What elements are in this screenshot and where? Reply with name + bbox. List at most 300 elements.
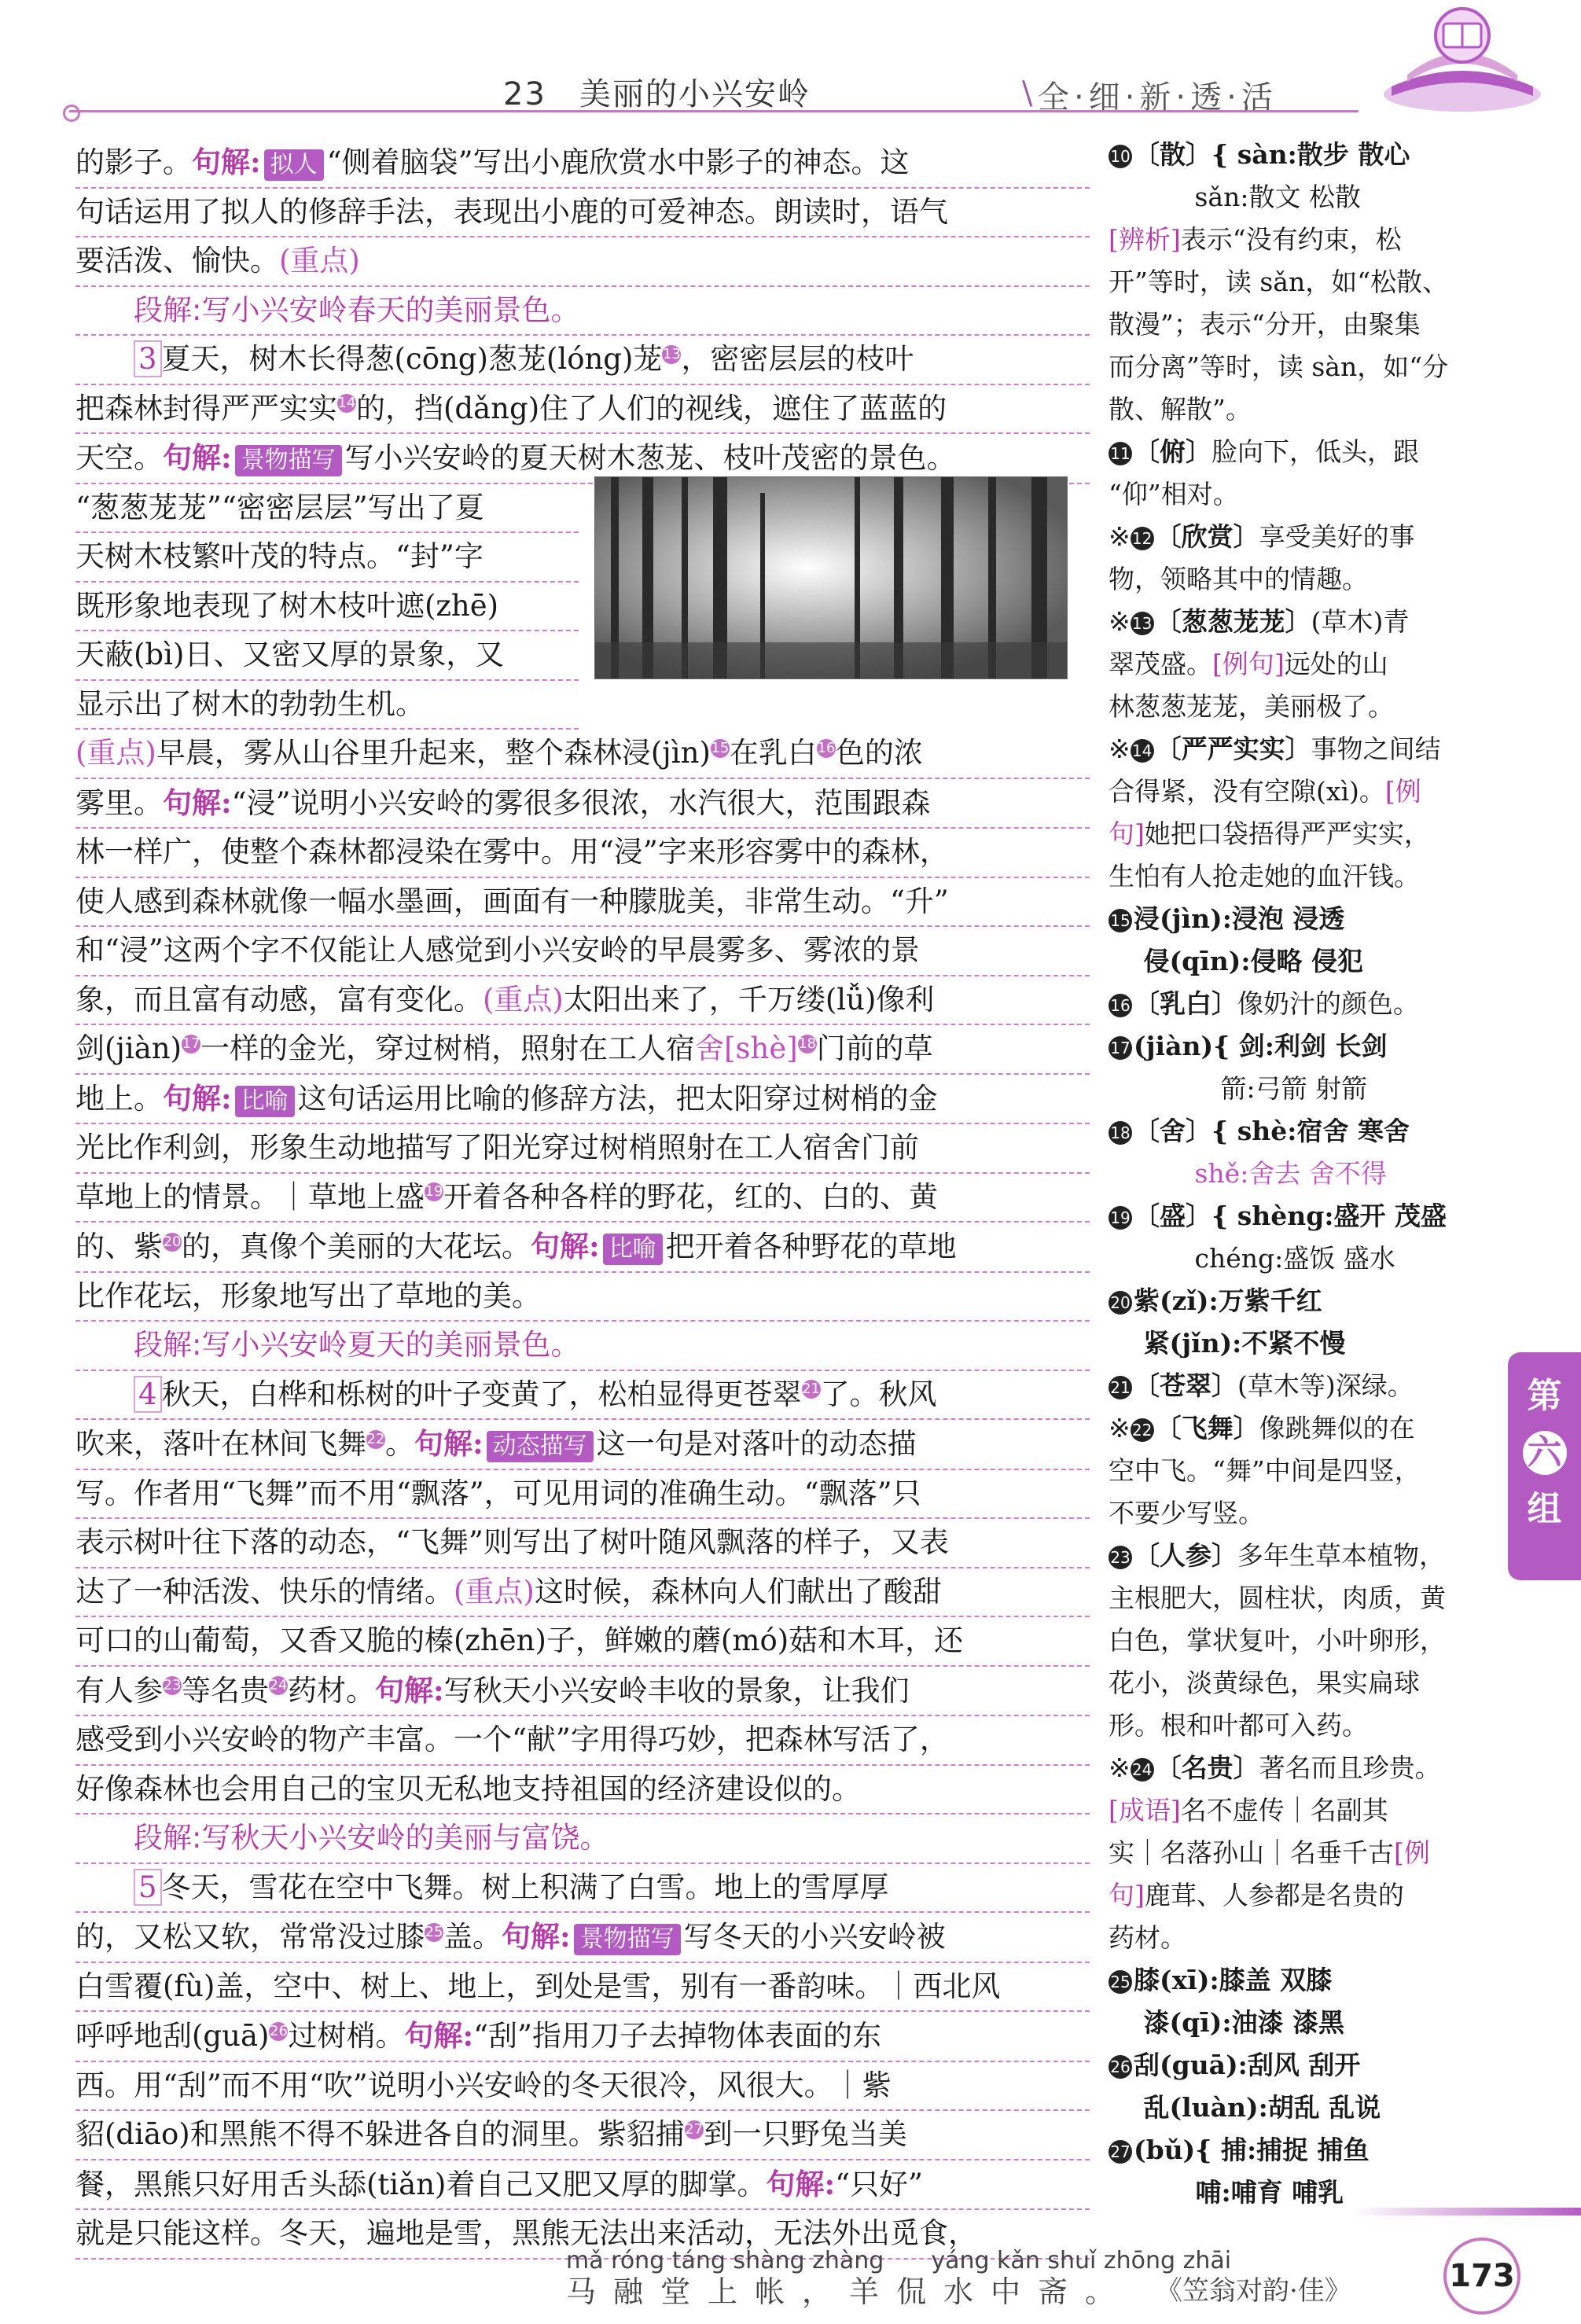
text-segment: 句解: [163, 785, 232, 820]
text-line [75, 976, 1090, 1026]
text-line [75, 1273, 1090, 1322]
gloss-line [1109, 1237, 1478, 1280]
text-line [75, 631, 579, 681]
text-segment: ※ [1109, 606, 1131, 637]
text-segment: 句解: [766, 2166, 836, 2201]
text-segment: 〔俯〕 [1134, 436, 1211, 467]
text-segment: 盖。 [443, 1920, 502, 1954]
note-number: 16 [1109, 994, 1132, 1017]
text-segment: [例 [1384, 776, 1421, 807]
text-line [75, 237, 1090, 287]
text-segment: 药材。 [1109, 1922, 1186, 1953]
text-segment: 夏天，树木长得葱(cōng)葱茏(lóng)茏 [161, 342, 663, 376]
text-segment: 形。根和叶都可入药。 [1109, 1710, 1368, 1741]
text-segment: 天树木枝繁叶茂的特点。“封”字 [75, 539, 483, 573]
text-segment: 刮(guā):刮风 刮开 [1134, 2050, 1361, 2080]
text-segment: 散漫”；表示“分开，由聚集 [1109, 309, 1421, 340]
text-segment: 句] [1109, 818, 1145, 849]
gloss-line [1109, 2087, 1478, 2129]
gloss-line [1109, 1492, 1478, 1535]
note-number: 18 [1109, 1121, 1132, 1145]
text-segment: 貂(diāo)和黑熊不得不躲进各自的洞里。紫貂捕 [75, 2117, 685, 2151]
text-segment: 5 [134, 1869, 162, 1906]
text-segment: 餐，黑熊只好用舌头舔(tiǎn)着自己又肥又厚的脚掌。 [75, 2167, 767, 2201]
gloss-column [1109, 134, 1478, 2214]
text-line [75, 1815, 1090, 1864]
gloss-line [1109, 1365, 1478, 1407]
figure-tag: 动态描写 [487, 1431, 594, 1462]
text-segment: (重点) [454, 1574, 535, 1609]
forest-photo [594, 476, 1068, 679]
text-segment: 〔乳白〕 [1134, 988, 1237, 1019]
text-segment: “只好” [835, 2167, 923, 2201]
text-segment: 哺:哺育 哺乳 [1109, 2177, 1344, 2208]
text-segment: 显示出了树木的勃勃生机。 [75, 686, 425, 721]
text-segment: 〔盛〕{ shèng:盛开 茂盛 [1134, 1201, 1447, 1231]
text-segment: 脸向下，低头，跟 [1211, 436, 1419, 467]
gloss-line [1109, 1322, 1478, 1365]
gloss-line [1109, 1025, 1478, 1068]
note-number: 24 [1131, 1758, 1154, 1782]
text-segment: 的，真像个美丽的大花坛。 [182, 1230, 531, 1263]
text-segment: 侵(qīn):侵略 侵犯 [1109, 946, 1363, 976]
note-number: 19 [1109, 1206, 1132, 1230]
footnote-marker: 19 [425, 1183, 443, 1201]
text-line [75, 287, 1090, 336]
text-segment: 合得紧，没有空隙(xì)。 [1109, 776, 1385, 807]
text-line [75, 1617, 1090, 1667]
text-segment: 段解:写小兴安岭夏天的美丽景色。 [134, 1328, 580, 1362]
text-segment: chéng:盛饭 盛水 [1109, 1243, 1395, 1274]
text-segment: 远处的山 [1284, 649, 1388, 679]
gloss-line [1109, 2002, 1478, 2044]
text-segment: 冬天，雪花在空中飞舞。树上积满了白雪。地上的雪厚厚 [161, 1870, 889, 1904]
text-segment: 写冬天的小兴安岭被 [683, 1920, 946, 1954]
text-segment: 写小兴安岭的夏天树木葱茏、枝叶茂密的景色。 [344, 441, 956, 475]
footer-rule [1352, 2208, 1581, 2216]
text-segment: 段解:写秋天小兴安岭的美丽与富饶。 [134, 1821, 609, 1855]
text-segment: 句话运用了拟人的修辞手法，表现出小鹿的可爱神态。朗读时，语气 [75, 194, 948, 229]
header-rule-dot [63, 105, 80, 122]
text-segment: 〔葱葱茏茏〕 [1155, 606, 1311, 637]
footnote-marker: 21 [802, 1381, 820, 1398]
text-segment: 光比作利剑，形象生动地描写了阳光穿过树梢照射在工人宿舍门前 [75, 1131, 919, 1164]
text-segment: 开”等时，读 sǎn，如“松散、 [1109, 267, 1449, 297]
text-line [75, 385, 1090, 435]
text-segment: 林一样广，使整个森林都浸染在雾中。用“浸”字来形容雾中的森林， [75, 835, 949, 869]
footnote-marker: 17 [182, 1035, 200, 1052]
text-segment: 呼呼地刮(guā) [75, 2019, 270, 2053]
text-segment: 早晨，雾从山谷里升起来，整个森林浸(jìn) [156, 736, 711, 770]
text-segment: 〔人参〕 [1134, 1540, 1237, 1571]
gloss-line [1109, 728, 1478, 770]
gloss-line [1109, 558, 1478, 601]
gloss-line [1109, 940, 1478, 983]
text-segment: 紫(zǐ):万紫千红 [1134, 1285, 1322, 1316]
text-segment: 4 [134, 1376, 162, 1413]
note-number: 13 [1131, 612, 1154, 635]
text-segment: 草地上的情景。｜草地上盛 [75, 1179, 425, 1214]
gloss-line [1109, 1407, 1478, 1450]
footnote-marker: 15 [711, 739, 730, 756]
text-segment: 空中飞。“舞”中间是四竖， [1109, 1455, 1421, 1486]
slogan-mark: \ [1022, 75, 1033, 112]
note-number: 17 [1109, 1036, 1132, 1060]
text-segment: 剑(jiàn) [75, 1031, 182, 1065]
group-tab-char: 六 [1523, 1431, 1567, 1475]
text-segment: 到一只野兔当美 [703, 2117, 907, 2151]
text-segment: 天蔽(bì)日、又密又厚的景象，又 [75, 638, 505, 671]
gloss-line [1109, 303, 1478, 346]
text-line [75, 1322, 1090, 1371]
text-segment: “葱葱茏茏”“密密层层”写出了夏 [75, 490, 484, 524]
note-number: 22 [1131, 1418, 1154, 1442]
text-segment: 〔欣赏〕 [1155, 521, 1259, 552]
note-number: 21 [1109, 1376, 1132, 1399]
text-segment: 色的浓 [835, 736, 923, 770]
group-tab-char: 组 [1527, 1489, 1562, 1529]
text-segment: 雾里。 [75, 785, 163, 820]
figure-tag: 比喻 [603, 1234, 663, 1265]
text-segment: 鹿茸、人参都是名贵的 [1144, 1880, 1404, 1910]
text-segment: 像跳舞似的在 [1259, 1413, 1415, 1443]
text-segment: 的、紫 [75, 1230, 163, 1263]
couplet-text: 马融堂上帐，羊侃水中斋。 [566, 2274, 1133, 2309]
text-line [75, 927, 1090, 976]
note-number: 14 [1131, 739, 1154, 763]
text-segment: 门前的草 [816, 1031, 933, 1065]
text-segment: 写。作者用“飞舞”而不用“飘落”，可见用词的准确生动。“飘落”只 [75, 1476, 921, 1510]
text-segment: (草木)青 [1311, 606, 1410, 637]
text-segment: 表示“没有约束，松 [1180, 224, 1402, 255]
footnote-marker: 14 [337, 395, 356, 412]
gloss-line [1109, 1832, 1478, 1874]
text-segment: (jiàn){ 剑:利剑 长剑 [1134, 1031, 1388, 1061]
text-segment: 把开着各种野花的草地 [665, 1230, 957, 1263]
text-segment: 感受到小兴安岭的物产丰富。一个“献”字用得巧妙，把森林写活了， [75, 1723, 949, 1756]
text-segment: 的，挡(dǎng)住了人们的视线，遮住了蓝蓝的 [356, 391, 947, 425]
text-segment: [成语] [1109, 1795, 1181, 1826]
text-line [75, 2160, 1090, 2211]
text-segment: 这句话运用比喻的修辞方法，把太阳穿过树梢的金 [297, 1081, 938, 1116]
text-segment: [例 [1394, 1837, 1430, 1868]
note-number: 26 [1109, 2055, 1132, 2079]
text-segment: 把森林封得严严实实 [75, 391, 337, 425]
text-segment: [例句] [1212, 649, 1285, 679]
text-line [75, 2012, 1090, 2062]
text-segment: (重点) [483, 982, 564, 1017]
text-line [75, 583, 579, 632]
text-segment: 花小，淡黄绿色，果实扁球 [1109, 1668, 1420, 1698]
text-line [75, 336, 1090, 385]
text-line [75, 1420, 1090, 1470]
text-line [75, 1716, 1090, 1766]
text-segment: 漆(qī):油漆 漆黑 [1109, 2007, 1344, 2038]
text-line [75, 1864, 1090, 1914]
text-segment: “侧着脑袋”写出小鹿欣赏水中影子的神态。这 [326, 145, 910, 179]
note-number: 27 [1109, 2140, 1132, 2164]
text-segment: ※ [1109, 734, 1131, 764]
page-number: 173 [1443, 2238, 1520, 2315]
text-segment: 天空。 [75, 441, 163, 475]
text-segment: 就是只能这样。冬天，遍地是雪，黑熊无法出来活动，无法外出觅食， [75, 2216, 977, 2250]
text-segment: 开着各种各样的野花，红的、白的、黄 [443, 1179, 938, 1214]
text-segment: 句解: [163, 440, 232, 475]
text-segment: 写秋天小兴安岭丰收的景象，让我们 [443, 1673, 910, 1708]
main-text-column [75, 138, 1090, 2260]
text-line [75, 1470, 1090, 1520]
text-segment: 享受美好的事 [1259, 521, 1415, 552]
text-segment: 太阳出来了，千万缕(lǚ)像利 [563, 982, 935, 1017]
footnote-marker: 25 [425, 1923, 443, 1940]
footnote-marker: 26 [270, 2022, 288, 2039]
text-segment: 名不虚传｜名副其 [1180, 1795, 1388, 1826]
gloss-line [1109, 1747, 1478, 1789]
gloss-line [1109, 1704, 1478, 1747]
text-segment: 这时候，森林向人们献出了酸甜 [534, 1574, 942, 1609]
text-segment: 翠茂盛。 [1109, 649, 1212, 679]
text-segment: 药材。 [288, 1673, 375, 1708]
text-segment: 实｜名落孙山｜名垂千古 [1109, 1837, 1394, 1868]
text-line [75, 1963, 1090, 2013]
text-segment: 吹来，落叶在林间飞舞 [75, 1427, 366, 1461]
gloss-line [1109, 516, 1478, 558]
text-segment: 句解: [531, 1229, 600, 1263]
text-segment: 了。秋风 [820, 1377, 937, 1411]
text-segment: 〔严严实实〕 [1155, 734, 1311, 764]
gloss-line [1109, 1535, 1478, 1577]
text-segment: 〔苍翠〕 [1134, 1370, 1237, 1401]
gloss-line [1109, 983, 1478, 1025]
text-line [75, 1174, 1090, 1223]
text-line [75, 1667, 1090, 1717]
footnote-marker: 27 [685, 2120, 704, 2138]
text-segment: 使人感到森林就像一幅水墨画，画面有一种朦胧美，非常生动。“升” [75, 884, 949, 918]
text-line [75, 138, 1090, 189]
text-line [75, 779, 1090, 829]
text-line [75, 189, 1090, 238]
text-segment: 浸(jìn):浸泡 浸透 [1134, 903, 1345, 934]
group-tab [1508, 1352, 1581, 1580]
gloss-line [1109, 1789, 1478, 1832]
text-segment: 乱(luàn):胡乱 乱说 [1109, 2092, 1381, 2123]
footnote-marker: 23 [163, 1677, 182, 1694]
gloss-line [1109, 813, 1478, 855]
text-segment: 句解: [192, 145, 261, 179]
text-segment: 不要少写竖。 [1109, 1498, 1264, 1528]
gloss-line [1109, 2044, 1478, 2087]
text-segment: 达了一种活泼、快乐的情绪。 [75, 1574, 454, 1609]
text-line [75, 878, 1090, 928]
footnote-marker: 24 [269, 1677, 288, 1694]
text-segment: “仰”相对。 [1109, 479, 1239, 509]
text-line [75, 1568, 1090, 1618]
text-line [75, 1025, 1090, 1075]
text-line [75, 1371, 1090, 1421]
text-segment: (bǔ){ 捕:捕捉 捕鱼 [1134, 2135, 1370, 2165]
text-segment: 多年生草本植物， [1237, 1540, 1445, 1571]
text-segment: 句解: [163, 1080, 232, 1116]
figure-tag: 景物描写 [235, 445, 342, 476]
couplet-pinyin: mǎ róng táng shàng zhàng yáng kǎn shuǐ zhōng zhāi [566, 2247, 1232, 2274]
gloss-line [1109, 686, 1478, 728]
text-segment: 箭:弓箭 射箭 [1109, 1073, 1368, 1104]
note-number: 10 [1109, 145, 1132, 168]
figure-tag: 比喻 [235, 1086, 295, 1117]
figure-tag: 拟人 [264, 149, 324, 181]
text-segment: 的，又松又软，常常没过膝 [75, 1920, 425, 1954]
text-segment: 段解:写小兴安岭春天的美丽景色。 [134, 292, 580, 327]
text-segment: 〔飞舞〕 [1155, 1413, 1259, 1443]
text-segment: 散、解散”。 [1109, 394, 1252, 425]
footnote-marker: 18 [798, 1035, 817, 1052]
gloss-line [1109, 176, 1478, 219]
text-segment: 而分离”等时，读 sàn，如“分 [1109, 351, 1449, 382]
gloss-line [1109, 1959, 1478, 2002]
gloss-line [1109, 2129, 1478, 2171]
gloss-line [1109, 1620, 1478, 1662]
text-segment: 她把口袋捂得严严实实， [1144, 818, 1430, 849]
gloss-line [1109, 1917, 1478, 1959]
text-segment: (重点) [279, 244, 360, 278]
text-segment: 著名而且珍贵。 [1259, 1752, 1441, 1783]
text-segment: 好像森林也会用自己的宝贝无私地支持祖国的经济建设似的。 [75, 1771, 861, 1806]
text-segment: 3 [134, 340, 162, 377]
note-number: 15 [1109, 909, 1132, 932]
text-segment: 既形象地表现了树木枝叶遮(zhē) [75, 588, 499, 623]
footnote-marker: 22 [366, 1430, 385, 1447]
gloss-line [1109, 601, 1478, 643]
gloss-line [1109, 770, 1478, 813]
text-line [75, 1223, 1090, 1273]
gloss-line [1109, 431, 1478, 473]
text-segment: ，密密层层的枝叶 [681, 342, 914, 376]
text-segment: ※ [1109, 521, 1131, 552]
text-segment: 主根肥大，圆柱状，肉质，黄 [1109, 1583, 1446, 1613]
text-segment: 事物之间结 [1311, 734, 1441, 764]
note-number: 12 [1131, 527, 1154, 550]
text-segment: 秋天，白桦和栎树的叶子变黄了，松柏显得更苍翠 [161, 1377, 802, 1411]
text-segment: 和“浸”这两个字不仅能让人感觉到小兴安岭的早晨雾多、雾浓的景 [75, 933, 920, 967]
gloss-line [1109, 1153, 1478, 1195]
text-segment: 白色，掌状复叶，小叶卵形， [1109, 1625, 1446, 1656]
text-segment: 句解: [375, 1672, 444, 1708]
text-segment: 表示树叶往下落的动态，“飞舞”则写出了树叶随风飘落的样子，又表 [75, 1525, 949, 1559]
gloss-line [1109, 855, 1478, 898]
gloss-line [1109, 1195, 1478, 1237]
couplet-source: 《笠翁对韵·佳》 [1156, 2275, 1351, 2307]
text-segment: 等名贵 [182, 1673, 269, 1708]
text-segment: 要活泼、愉快。 [75, 244, 279, 278]
gloss-line [1109, 1450, 1478, 1492]
text-segment: (重点) [75, 736, 156, 770]
text-segment: 。 [385, 1427, 414, 1461]
gloss-line [1109, 1280, 1478, 1322]
text-segment: 句解: [414, 1426, 483, 1461]
footnote-marker: 16 [817, 739, 836, 756]
footnote-marker: 13 [662, 345, 681, 362]
note-number: 20 [1109, 1291, 1132, 1315]
text-segment: 在乳白 [729, 736, 817, 770]
text-segment: 地上。 [75, 1081, 163, 1116]
text-segment: 这一句是对落叶的动态描 [596, 1427, 917, 1461]
text-segment: 〔散〕{ sàn:散步 散心 [1134, 139, 1410, 170]
gloss-line [1109, 1068, 1478, 1110]
gloss-line [1109, 388, 1478, 431]
note-number: 25 [1109, 1970, 1132, 1994]
gloss-line [1109, 898, 1478, 940]
slogan: 全·细·新·透·活 [1038, 79, 1278, 116]
text-segment: “浸”说明小兴安岭的雾很多很浓，水汽很大，范围跟森 [231, 785, 931, 820]
gloss-line [1109, 473, 1478, 516]
text-segment: 过树梢。 [288, 2019, 405, 2053]
text-line [75, 829, 1090, 878]
text-line [75, 730, 1090, 779]
text-segment: 有人参 [75, 1673, 163, 1708]
text-segment: 一样的金光，穿过树梢，照射在工人宿 [200, 1031, 696, 1065]
text-segment: 物，领略其中的情趣。 [1109, 564, 1368, 594]
text-segment: 生怕有人抢走她的血汗钱。 [1109, 861, 1420, 892]
text-segment: 句解: [404, 2018, 474, 2053]
text-segment: 像奶汁的颜色。 [1237, 988, 1419, 1019]
text-segment: 可口的山葡萄，又香又脆的榛(zhēn)子，鲜嫩的蘑(mó)菇和木耳，还 [75, 1623, 964, 1657]
text-line [75, 1766, 1090, 1815]
gloss-line [1109, 134, 1478, 176]
text-segment: 舍[shè] [695, 1031, 798, 1065]
text-segment: 的影子。 [75, 145, 192, 179]
gloss-line [1109, 643, 1478, 686]
gloss-line [1109, 1662, 1478, 1704]
text-segment: 句] [1109, 1880, 1145, 1910]
note-number: 23 [1109, 1546, 1132, 1569]
text-line [75, 1075, 1090, 1125]
text-segment: ※ [1109, 1752, 1131, 1783]
text-segment: ※ [1109, 1413, 1131, 1443]
lesson-title: 23 美丽的小兴安岭 [503, 76, 811, 112]
text-segment: 紧(jǐn):不紧不慢 [1109, 1328, 1346, 1359]
text-line [75, 2111, 1090, 2160]
group-tab-char: 第 [1527, 1376, 1562, 1416]
text-segment: 膝(xī):膝盖 双膝 [1134, 1965, 1333, 1995]
text-segment: 〔舍〕{ shè:宿舍 寒舍 [1134, 1116, 1410, 1146]
text-segment: sǎn:散文 松散 [1109, 182, 1361, 212]
text-line [75, 533, 579, 583]
text-segment: 句解: [502, 1919, 571, 1954]
text-segment: 比作花坛，形象地写出了草地的美。 [75, 1278, 541, 1313]
figure-tag: 景物描写 [574, 1924, 681, 1955]
text-segment: 西。用“刮”而不用“吹”说明小兴安岭的冬天很冷，风很大。｜紫 [75, 2068, 892, 2102]
text-segment: shě:舍去 舍不得 [1109, 1158, 1387, 1189]
gloss-line [1109, 261, 1478, 303]
footnote-marker: 20 [163, 1233, 182, 1250]
text-segment: [辨析] [1109, 224, 1181, 255]
text-segment: “刮”指用刀子去掉物体表面的东 [473, 2019, 881, 2053]
gloss-line [1109, 1110, 1478, 1153]
note-number: 11 [1109, 442, 1132, 465]
book-logo-icon [1376, 0, 1549, 118]
text-line [75, 1913, 1090, 1963]
text-line [75, 2062, 1090, 2112]
text-segment: (草木等)深绿。 [1237, 1370, 1414, 1401]
text-segment: 林葱葱茏茏，美丽极了。 [1109, 691, 1394, 722]
gloss-line [1109, 1577, 1478, 1620]
text-segment: 象，而且富有动感，富有变化。 [75, 982, 483, 1017]
gloss-line [1109, 219, 1478, 261]
text-line [75, 681, 579, 730]
text-segment: 白雪覆(fù)盖，空中、树上、地上，到处是雪，别有一番韵味。｜西北风 [75, 1969, 1001, 2003]
text-line [75, 1519, 1090, 1568]
gloss-line [1109, 1874, 1478, 1917]
